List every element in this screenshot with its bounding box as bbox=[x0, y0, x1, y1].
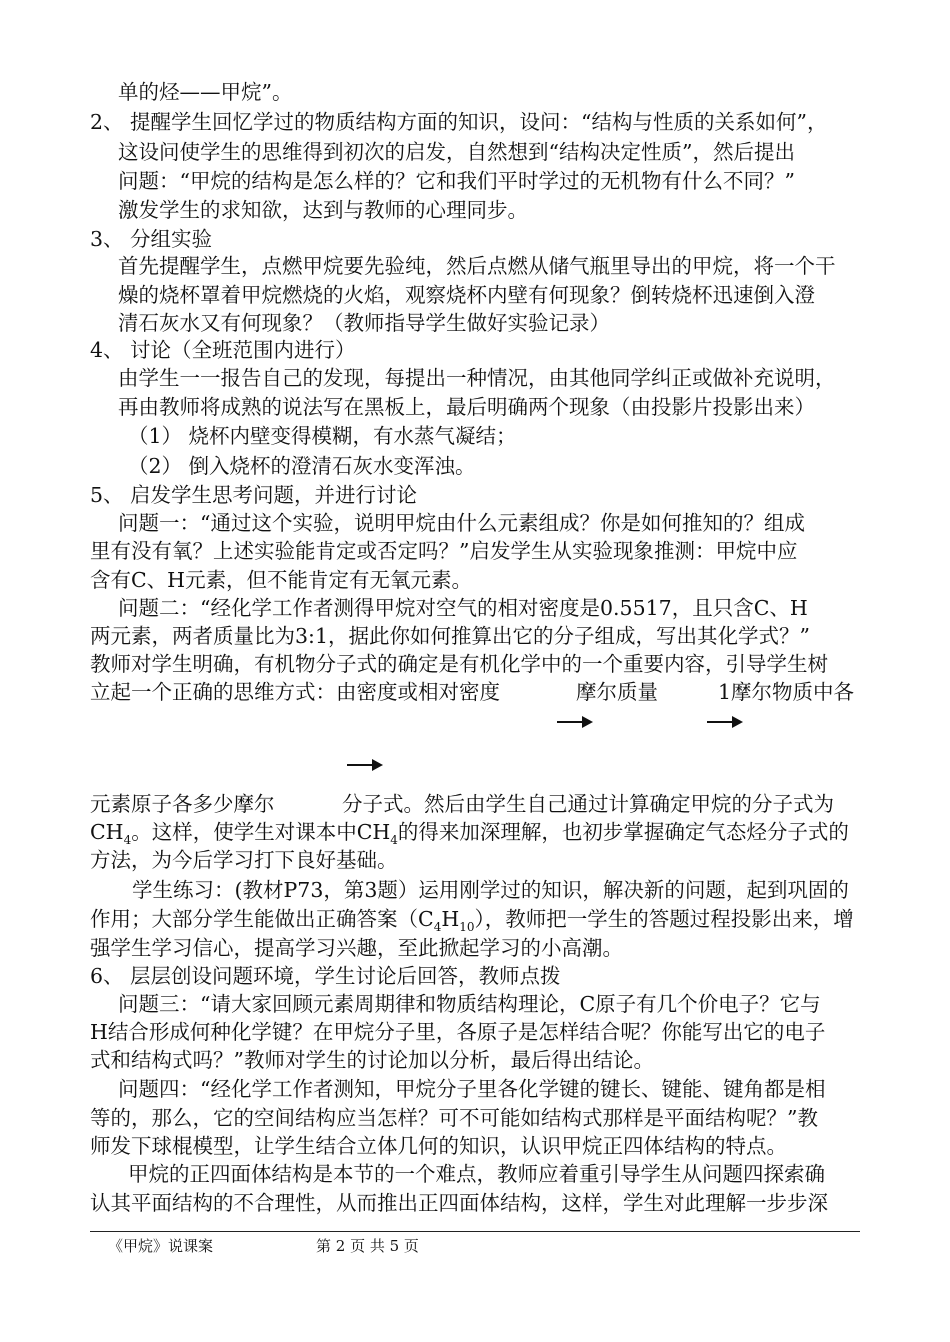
text-line: 强学生学习信心，提高学习兴趣，至此掀起学习的小高潮。 bbox=[90, 936, 623, 960]
text-line: 两元素，两者质量比为3:1，据此你如何推算出它的分子组成，写出其化学式？” bbox=[90, 624, 810, 648]
text-line: 式和结构式吗？”教师对学生的讨论加以分析，最后得出结论。 bbox=[90, 1048, 654, 1072]
text-line: 问题二：“经化学工作者测得甲烷对空气的相对密度是0.5517，且只含C、H bbox=[118, 596, 808, 620]
formula-text: H bbox=[441, 907, 460, 931]
text-line: 清石灰水又有何现象？（教师指导学生做好实验记录） bbox=[118, 311, 610, 335]
text-line: 认其平面结构的不合理性，从而推出正四面体结构，这样，学生对此理解一步步深 bbox=[90, 1191, 828, 1215]
text-segment: ），教师把一学生的答题过程投影出来，增 bbox=[474, 907, 854, 931]
text-line: 里有没有氧？上述实验能肯定或否定吗？”启发学生从实验现象推测：甲烷中应 bbox=[90, 539, 798, 563]
formula-subscript: 10 bbox=[459, 920, 475, 935]
list-item: （1） 烧杯内壁变得模糊，有水蒸气凝结； bbox=[128, 424, 517, 448]
text-line: 分子式。然后由学生自己通过计算确定甲烷的分子式为 bbox=[342, 792, 834, 816]
text-segment: 。这样，使学生对课本中CH bbox=[131, 820, 391, 844]
text-line: 问题四：“经化学工作者测知，甲烷分子里各化学键的键长、键能、键角都是相 bbox=[118, 1077, 826, 1101]
footer-divider bbox=[90, 1231, 860, 1232]
text-line: 再由教师将成熟的说法写在黑板上，最后明确两个现象（由投影片投影出来） bbox=[118, 395, 815, 419]
section-heading: 3、 分组实验 bbox=[90, 227, 213, 251]
section-heading: 5、 启发学生思考问题，并进行讨论 bbox=[90, 483, 418, 507]
text-line: 等的，那么，它的空间结构应当怎样？可不可能如结构式那样是平面结构呢？”教 bbox=[90, 1106, 818, 1130]
right-arrow-icon bbox=[707, 721, 741, 723]
text-line: 2、 提醒学生回忆学过的物质结构方面的知识，设问：“结构与性质的关系如何”， bbox=[90, 110, 828, 134]
formula-subscript: 4 bbox=[123, 833, 132, 848]
right-arrow-icon bbox=[557, 721, 591, 723]
text-line: 学生练习：(教材P73，第3题）运用刚学过的知识，解决新的问题，起到巩固的 bbox=[132, 878, 849, 902]
formula-subscript: 4 bbox=[433, 920, 442, 935]
text-line: 燥的烧杯罩着甲烷燃烧的火焰，观察烧杯内壁有何现象？倒转烧杯迅速倒入澄 bbox=[118, 283, 815, 307]
text-line: 这设问使学生的思维得到初次的启发，自然想到“结构决定性质”，然后提出 bbox=[118, 140, 795, 164]
text-line: 由学生一一报告自己的发现，每提出一种情况，由其他同学纠正或做补充说明， bbox=[118, 366, 836, 390]
footer-page-number: 第 2 页 共 5 页 bbox=[316, 1237, 419, 1255]
text-line: 甲烷的正四面体结构是本节的一个难点，教师应着重引导学生从问题四探索确 bbox=[128, 1162, 825, 1186]
text-line bbox=[90, 818, 849, 846]
text-line: 问题：“甲烷的结构是怎么样的？它和我们平时学过的无机物有什么不同？” bbox=[118, 169, 795, 193]
list-item: （2） 倒入烧杯的澄清石灰水变浑浊。 bbox=[128, 454, 476, 478]
text-line: 首先提醒学生，点燃甲烷要先验纯，然后点燃从储气瓶里导出的甲烷，将一个干 bbox=[118, 254, 836, 278]
text-line: 单的烃——甲烷”。 bbox=[118, 80, 293, 104]
text-line: 立起一个正确的思维方式：由密度或相对密度 bbox=[90, 680, 500, 704]
text-line: 方法，为今后学习打下良好基础。 bbox=[90, 848, 398, 872]
footer-title: 《甲烷》说课案 bbox=[108, 1237, 214, 1255]
text-line: 1摩尔物质中各 bbox=[718, 680, 855, 704]
text-line: 师发下球棍模型，让学生结合立体几何的知识，认识甲烷正四体结构的特点。 bbox=[90, 1134, 787, 1158]
text-segment: 的得来加深理解，也初步掌握确定气态烃分子式的 bbox=[397, 820, 849, 844]
text-line: 摩尔质量 bbox=[576, 680, 658, 704]
text-line: 元素原子各多少摩尔 bbox=[90, 792, 275, 816]
formula-text: CH bbox=[90, 820, 124, 844]
text-line: 含有C、H元素，但不能肯定有无氧元素。 bbox=[90, 568, 473, 592]
text-segment: 作用；大部分学生能做出正确答案（C bbox=[90, 907, 434, 931]
text-line: 教师对学生明确，有机物分子式的确定是有机化学中的一个重要内容，引导学生树 bbox=[90, 652, 828, 676]
text-line bbox=[90, 905, 854, 933]
formula-subscript: 4 bbox=[390, 833, 398, 848]
text-line: 问题一：“通过这个实验，说明甲烷由什么元素组成？你是如何推知的？组成 bbox=[118, 511, 805, 535]
section-heading: 6、 层层创设问题环境，学生讨论后回答，教师点拨 bbox=[90, 964, 561, 988]
text-line: 问题三：“请大家回顾元素周期律和物质结构理论，C原子有几个价电子？它与 bbox=[118, 992, 821, 1016]
right-arrow-icon bbox=[347, 764, 381, 766]
text-line: 激发学生的求知欲，达到与教师的心理同步。 bbox=[118, 198, 528, 222]
text-line: H结合形成何种化学键？在甲烷分子里，各原子是怎样结合呢？你能写出它的电子 bbox=[90, 1020, 826, 1044]
section-heading: 4、 讨论（全班范围内进行） bbox=[90, 338, 356, 362]
